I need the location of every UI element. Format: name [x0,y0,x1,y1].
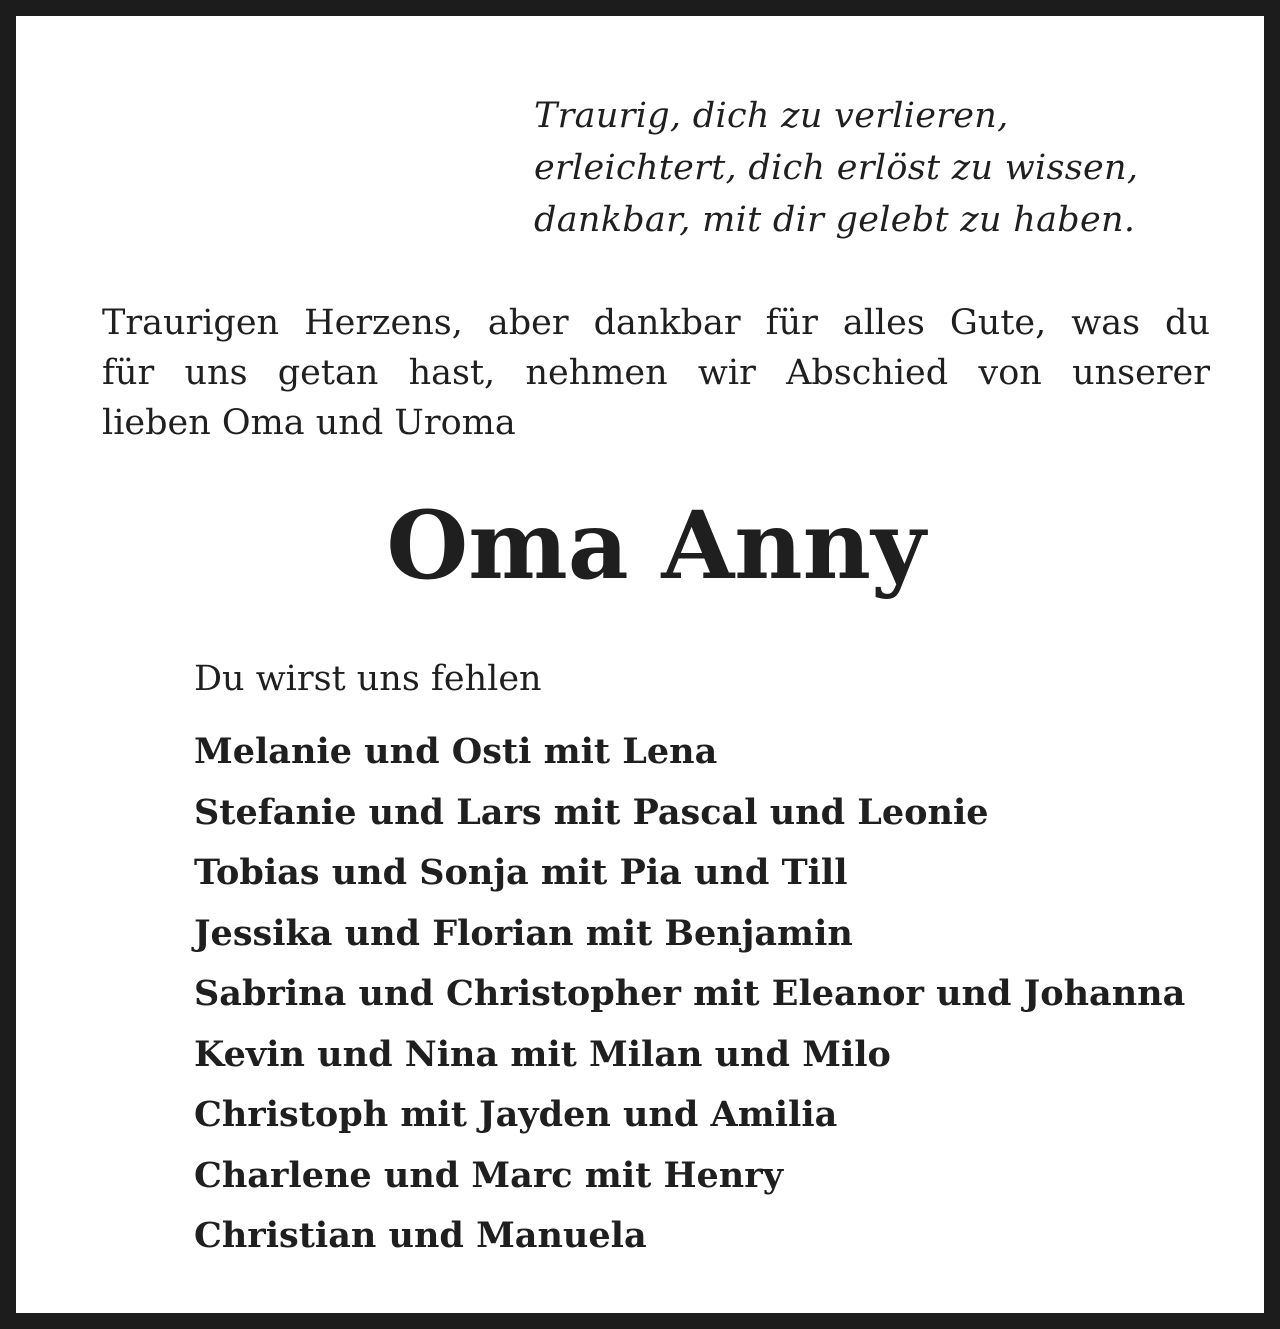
intro-line: lieben Oma und Uroma [102,403,516,443]
intro-line: Traurigen Herzens, aber dankbar für alles Gute, was du [102,303,1210,343]
family-member: Tobias und Sonja mit Pia und Till [194,852,848,893]
family-list [194,722,1185,1267]
poem-line: dankbar, mit dir gelebt zu haben. [534,200,1136,240]
intro-text [102,298,1210,448]
family-member: Stefanie und Lars mit Pascal und Leonie [194,791,989,833]
family-member: Christian und Manuela [194,1215,647,1256]
poem-line: Traurig, dich zu verlieren, [534,96,1009,136]
family-member: Christoph mit Jayden und Amilia [194,1094,838,1135]
poem [534,90,1234,246]
family-member: Charlene und Marc mit Henry [194,1154,784,1196]
farewell-line: Du wirst uns fehlen [194,659,542,699]
deceased-name: Oma Anny [386,491,926,601]
intro-line: für uns getan hast, nehmen wir Abschied von unserer [102,353,1210,393]
family-member: Jessika und Florian mit Benjamin [194,912,853,954]
family-member: Kevin und Nina mit Milan und Milo [194,1033,891,1075]
family-member: Sabrina und Christopher mit Eleanor und Johanna [194,973,1186,1014]
family-member: Melanie und Osti mit Lena [194,731,718,772]
poem-line: erleichtert, dich erlöst zu wissen, [534,148,1139,188]
